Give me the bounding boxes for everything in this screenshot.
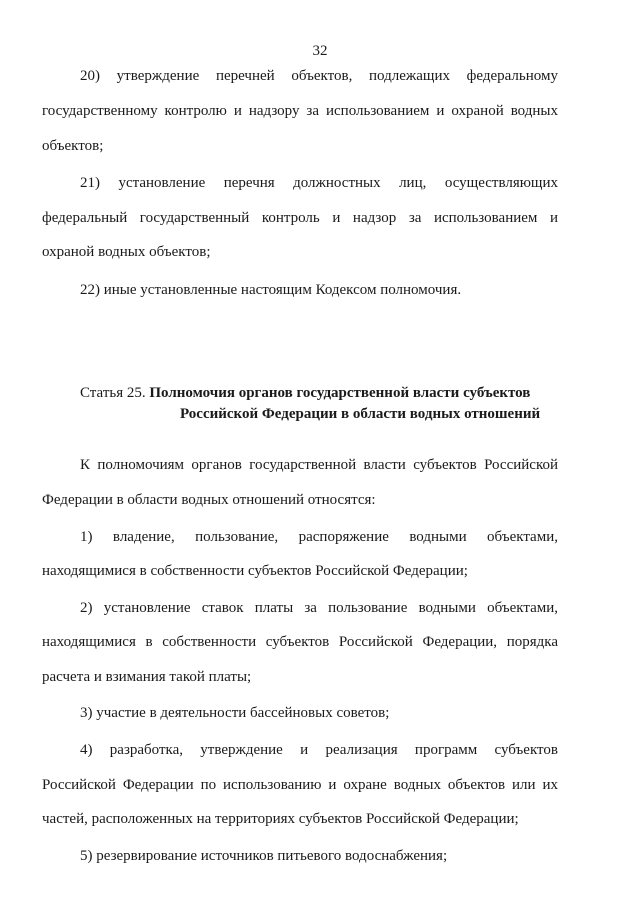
page-number: 32 bbox=[312, 43, 328, 59]
paragraph-20-line-1: 20) утверждение перечней объектов, подлежащих федеральному bbox=[80, 68, 558, 84]
item-3-line-1: 3) участие в деятельности бассейновых советов; bbox=[80, 705, 390, 721]
article-heading bbox=[80, 383, 560, 422]
article-number: Статья 25. bbox=[80, 385, 150, 401]
paragraph-21-line-2: федеральный государственный контроль и надзор за использованием и bbox=[42, 210, 558, 226]
item-2-line-2: находящимися в собственности субъектов Российской Федерации, порядка bbox=[42, 634, 558, 650]
item-4-line-1: 4) разработка, утверждение и реализация программ субъектов bbox=[80, 742, 558, 758]
item-2-line-3: расчета и взимания такой платы; bbox=[42, 669, 252, 685]
item-4-line-2: Российской Федерации по использованию и охране водных объектов или их bbox=[42, 777, 558, 793]
intro-line-1: К полномочиям органов государственной власти субъектов Российской bbox=[80, 457, 558, 473]
item-1-line-2: находящимися в собственности субъектов Российской Федерации; bbox=[42, 563, 468, 579]
paragraph-21-line-1: 21) установление перечня должностных лиц, осуществляющих bbox=[80, 175, 558, 191]
item-1-line-1: 1) владение, пользование, распоряжение водными объектами, bbox=[80, 529, 558, 545]
paragraph-22-line-1: 22) иные установленные настоящим Кодексом полномочия. bbox=[80, 282, 462, 298]
paragraph-20-line-2: государственному контролю и надзору за использованием и охраной водных bbox=[42, 103, 558, 119]
item-5-line-1: 5) резервирование источников питьевого водоснабжения; bbox=[80, 848, 448, 864]
article-title-line-1: Полномочия органов государственной власти субъектов bbox=[149, 385, 531, 401]
paragraph-20-line-3: объектов; bbox=[42, 138, 104, 154]
article-title-line-2: Российской Федерации в области водных отношений bbox=[180, 406, 541, 422]
paragraph-21-line-3: охраной водных объектов; bbox=[42, 244, 211, 260]
item-4-line-3: частей, расположенных на территориях субъектов Российской Федерации; bbox=[42, 811, 519, 827]
item-2-line-1: 2) установление ставок платы за пользование водными объектами, bbox=[80, 600, 558, 616]
intro-line-2: Федерации в области водных отношений относятся: bbox=[42, 492, 376, 508]
